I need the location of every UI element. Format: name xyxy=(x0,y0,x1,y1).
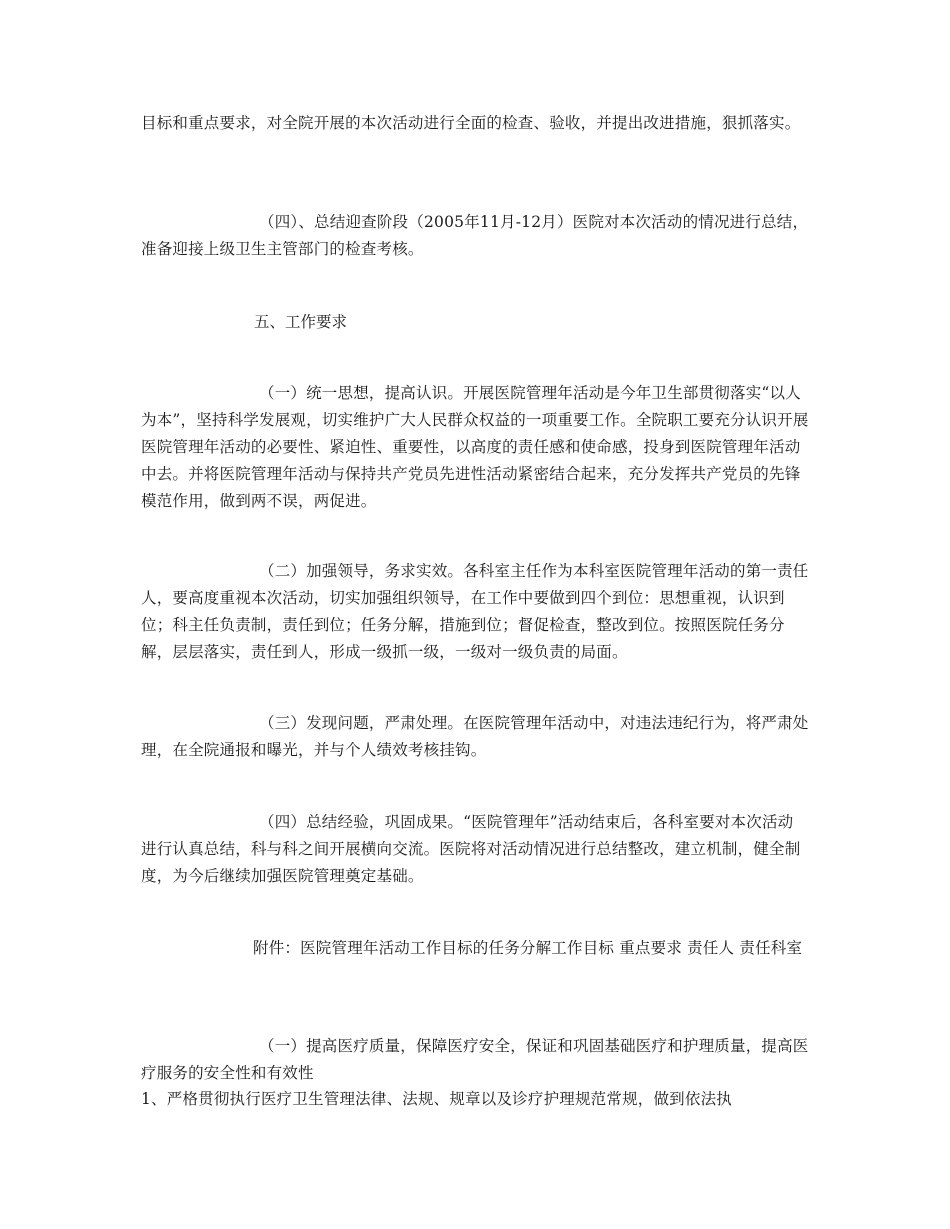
paragraph-attachment: 附件：医院管理年活动工作目标的任务分解工作目标 重点要求 责任人 责任科室 xyxy=(253,939,803,957)
paragraph-strengthen-leadership: （二）加强领导，务求实效。各科室主任作为本科室医院管理年活动的第一责任人，要高度重视本次活动，切实加强组织领导，在工作中要做到四个到位：思想重视，认识到位；科主任负责制，责任到位；任务分解，措施到位；督促检查，整改到位。按照医院任务分解，层层落实，责任到人，形成一级抓一级，一级对一级负责的局面。 xyxy=(141,562,809,661)
paragraph-item-1: 1、严格贯彻执行医疗卫生管理法律、法规、规章以及诊疗护理规范常规，做到依法执 xyxy=(141,1090,732,1108)
paragraph-handle-problems: （三）发现问题，严肃处理。在医院管理年活动中，对违法违纪行为，将严肃处理，在全院通报和曝光，并与个人绩效考核挂钩。 xyxy=(141,714,809,759)
paragraph-unify-thinking: （一）统一思想，提高认识。开展医院管理年活动是今年卫生部贯彻落实“以人为本”，坚持科学发展观，切实维护广大人民群众权益的一项重要工作。全院职工要充分认识开展医院管理年活动的必要性、紧迫性、重要性，以高度的责任感和使命感，投身到医院管理年活动中去。并将医院管理年活动与保持共产党员先进性活动紧密结合起来，充分发挥共产党员的先锋模范作用，做到两不误，两促进。 xyxy=(141,384,809,510)
paragraph-inspection-acceptance: 目标和重点要求，对全院开展的本次活动进行全面的检查、验收，并提出改进措施，狠抓落实。 xyxy=(141,114,801,132)
paragraph-improve-quality: （一）提高医疗质量，保障医疗安全，保证和巩固基础医疗和护理质量，提高医疗服务的安全性和有效性 xyxy=(141,1037,809,1082)
paragraph-summarize-experience: （四）总结经验，巩固成果。“医院管理年”活动结束后，各科室要对本次活动进行认真总结，科与科之间开展横向交流。医院将对活动情况进行总结整改，建立机制，健全制度，为今后继续加强医院管理奠定基础。 xyxy=(141,813,801,885)
section-heading-work-requirements: 五、工作要求 xyxy=(254,313,348,331)
paragraph-summary-phase: （四）、总结迎查阶段（2005年11月-12月）医院对本次活动的情况进行总结，准备迎接上级卫生主管部门的检查考核。 xyxy=(141,213,809,258)
